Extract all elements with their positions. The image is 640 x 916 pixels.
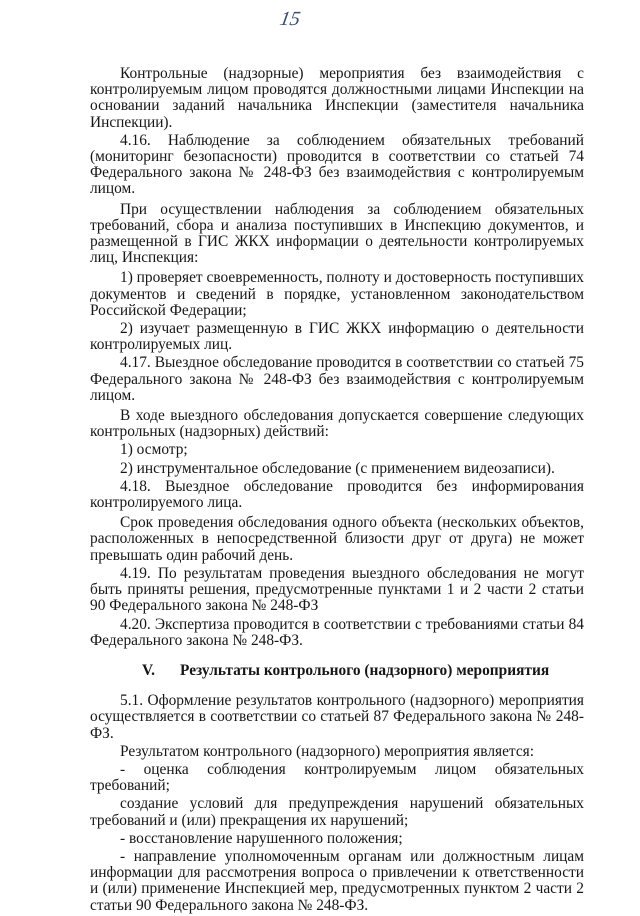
paragraph: Результатом контрольного (надзорного) мероприятия является: — [120, 742, 535, 760]
list-item: 1) осмотр; — [120, 441, 188, 459]
list-item: 2) изучает размещенную в ГИС ЖКХ информацию о деятельности контролируемых лиц. — [90, 320, 584, 354]
paragraph: 4.19. По результатам проведения выездного обследования не могут быть приняты решения, предусмотренные пунктами 1 и 2 части 2 статьи 90 Федерального закона № 248-ФЗ — [90, 564, 584, 615]
paragraph: 5.1. Оформление результатов контрольного (надзорного) мероприятия осуществляется в соответствии со статьей 87 Федерального закона № 248-ФЗ. — [90, 692, 584, 742]
page-number: 15 — [278, 8, 303, 30]
section-number: V. — [142, 661, 155, 679]
list-item: 2) инструментальное обследование (с применением видеозаписи). — [120, 459, 555, 477]
section-title: Результаты контрольного (надзорного) мероприятия — [180, 661, 550, 679]
list-item: - направление уполномоченным органам или должностным лицам информации для рассмотрения вопроса о привлечении к ответственности и (или) применение Инспекцией мер, предусмотренных пунктом 2 части 2 статьи 90 Федерального закона № 248-ФЗ. — [90, 847, 584, 914]
paragraph: 4.16. Наблюдение за соблюдением обязательных требований (мониторинг безопасности) проводится в соответствии со статьей 74 Федерального закона № 248-ФЗ без взаимодействия с контролируемым лицом. — [90, 131, 584, 198]
paragraph: Контрольные (надзорные) мероприятия без взаимодействия с контролируемым лицом проводятся должностными лицами Инспекции на основании заданий начальника Инспекции (заместителя начальника Инспекции). — [90, 65, 584, 131]
paragraph: 4.17. Выездное обследование проводится в соответствии со статьей 75 Федерального закона № 248-ФЗ без взаимодействия с контролируемым лицом. — [90, 354, 584, 404]
paragraph: Срок проведения обследования одного объекта (нескольких объектов, расположенных в непосредственной близости друг от друга) не может превышать один рабочий день. — [90, 514, 584, 564]
section-heading — [90, 663, 584, 679]
paragraph: 4.18. Выездное обследование проводится без информирования контролируемого лица. — [90, 477, 584, 512]
list-item: - восстановление нарушенного положения; — [120, 829, 403, 847]
list-item: создание условий для предупреждения нарушений обязательных требований и (или) прекращения их нарушений; — [90, 795, 584, 829]
document-body — [90, 66, 584, 916]
paragraph: 4.20. Экспертиза проводится в соответствии с требованиями статьи 84 Федерального закона № 248-ФЗ. — [90, 615, 584, 649]
list-item: 1) проверяет своевременность, полноту и достоверность поступивших документов и сведений в порядке, установленном законодательством Российской Федерации; — [90, 269, 584, 319]
paragraph: В ходе выездного обследования допускается совершение следующих контрольных (надзорных) действий: — [90, 407, 584, 441]
list-item: - оценка соблюдения контролируемым лицом обязательных требований; — [90, 760, 584, 795]
paragraph: При осуществлении наблюдения за соблюдением обязательных требований, сбора и анализа поступивших в Инспекцию документов, и размещенной в ГИС ЖКХ информации о деятельности контролируемых лиц, Инспекция: — [90, 200, 584, 267]
